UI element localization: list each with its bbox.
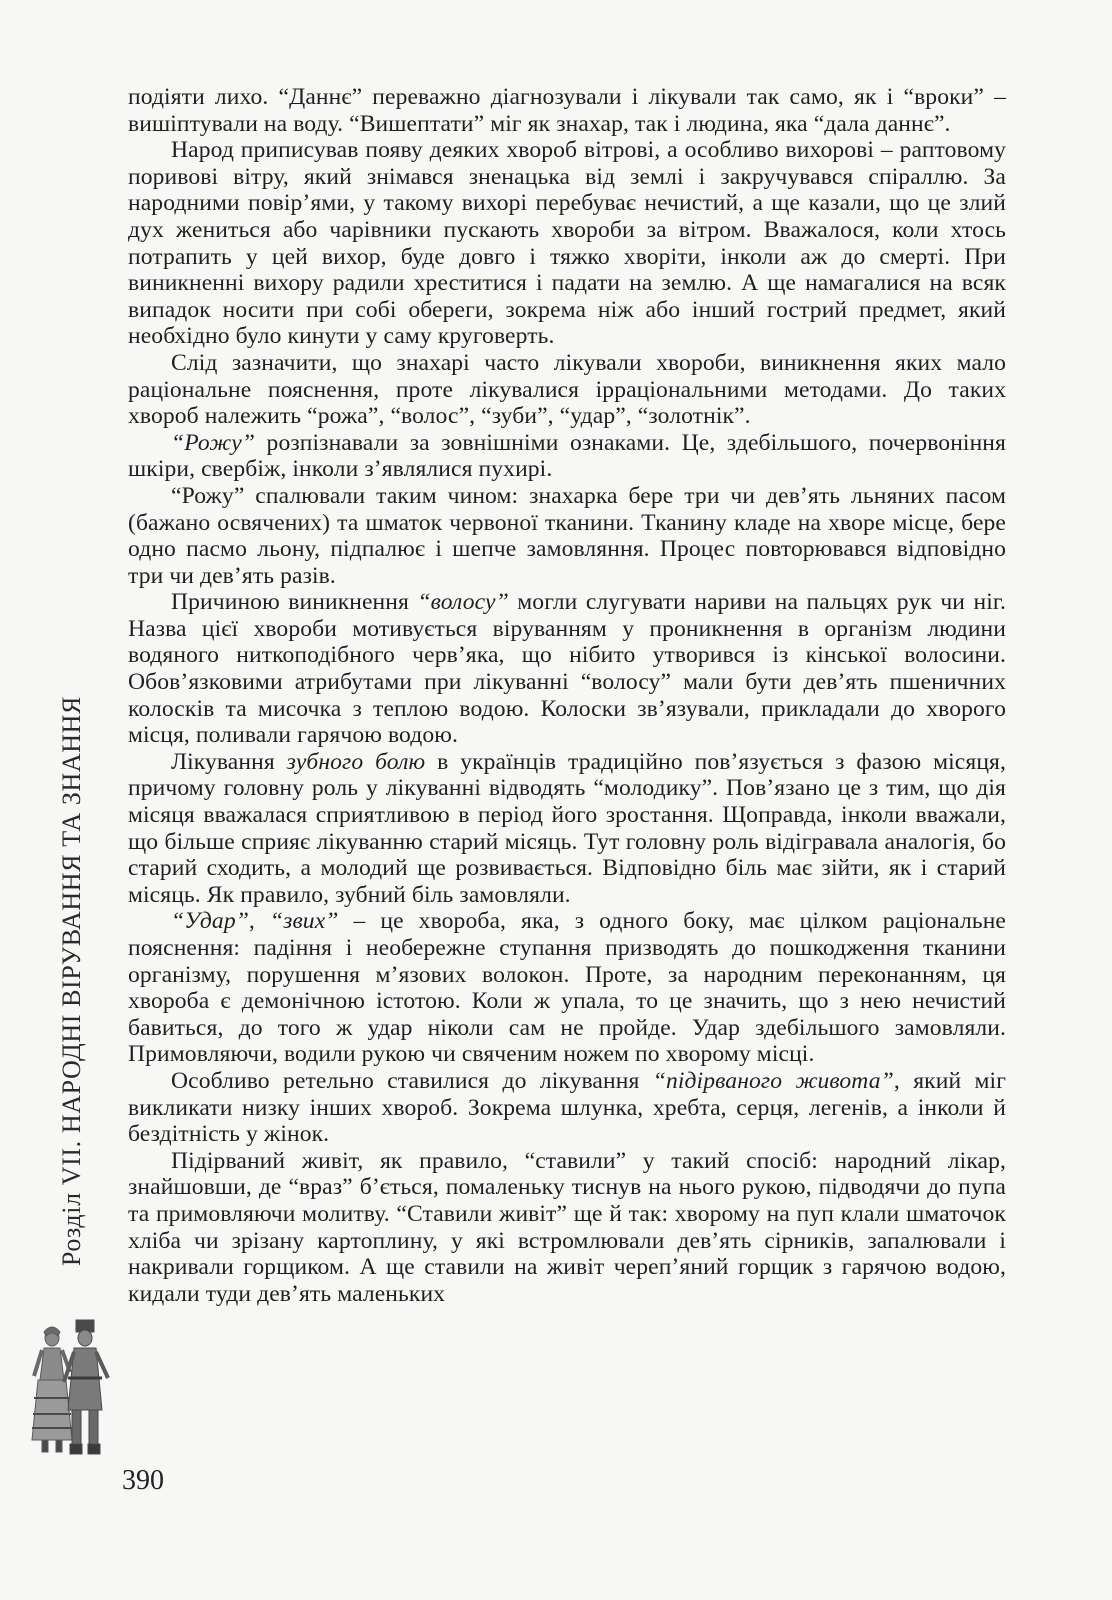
paragraph-10: Підірваний живіт, як правило, “ставили” у такий спосіб: народний лікар, знайшовши, де “враз” б’ється, помаленьку тиснув на нього рукою, підводячи до пупа та примовляючи молитву. “Ставили живіт” ще й так: хворому на пуп клали шматочок хліба чи зрізану картоплину, у які встромлювали дев’ять сірників, запалювали і накривали горщиком. А ще ставили на живіт череп’яний горщик з гарячою водою, кидали туди дев’ять маленьких xyxy=(128,1147,1006,1307)
term-udar-zvykh: “Удар”, “звих” xyxy=(171,908,339,935)
paragraph-5: “Рожу” спалювали таким чином: знахарка бере три чи дев’ять льняних пасом (бажано освячених) та шматок червоної тканини. Тканину кладе на хворе місце, бере одно пасмо льону, підпалює і шепче замовляння. Процес повторювався відповідно три чи дев’ять разів. xyxy=(128,482,1006,589)
page-number: 390 xyxy=(122,1465,164,1496)
term-pidirvanyi-zhyvit: “підірваного живота” xyxy=(652,1067,894,1094)
folk-couple-illustration xyxy=(22,1318,114,1458)
paragraph-8: “Удар”, “звих” – це хвороба, яка, з одного боку, має цілком раціональне пояснення: падіння і необережне ступання призводять до пошкодження тканини організму, порушення м’язових волокон. Проте, за народним переконанням, ця хвороба є демонічною істотою. Коли ж упала, то це значить, що з нею нечистий бавиться, до того ж удар ніколи сам не пройде. Удар здебільшого замовляли. Примовляючи, водили рукою чи свяченим ножем по хворому місці. xyxy=(128,908,1006,1068)
term-zubnyi-bil: зубного болю xyxy=(286,748,426,775)
paragraph-4: “Рожу” розпізнавали за зовнішніми ознаками. Це, здебільшого, почервоніння шкіри, свербіж, інколи з’являлися пухирі. xyxy=(128,429,1006,483)
paragraph-7: Лікування зубного болю в українців традиційно пов’язується з фазою місяця, причому головну роль у лікуванні відводять “молодику”. Пов’язано це з тим, що дія місяця вважалася сприятливою в період його зростання. Щоправда, інколи вважали, що більше сприяє лікуванню старий місяць. Тут головну роль відігравала аналогія, бо старий сходить, а молодий ще розвивається. Відповідно біль має зійти, як і старий місяць. Як правило, зубний біль замовляли. xyxy=(128,748,1006,908)
paragraph-6: Причиною виникнення “волосу” могли слугувати нариви на пальцях рук чи ніг. Назва цієї хвороби мотивується віруванням у проникнення в організм людини водяного ниткоподібного черв’яка, що нібито утворився із кінської волосини. Обов’язковими атрибутами при лікуванні “волосу” мали бути дев’ять пшеничних колосків та мисочка з теплою водою. Колоски зв’язували, прикладали до хворого місця, поливали гарячою водою. xyxy=(128,589,1006,749)
chapter-side-title: Розділ VII. НАРОДНІ ВІРУВАННЯ ТА ЗНАННЯ xyxy=(57,696,86,1266)
term-rozha: “Рожу” xyxy=(171,429,256,456)
paragraph-2: Народ приписував появу деяких хвороб вітрові, а особливо вихорові – раптовому поривові вітру, який знімався зненацька від землі і закручувався спіраллю. За народними повір’ями, у такому вихорі перебуває нечистий, а ще казали, що це злий дух жениться або чарівники пускають хвороби за вітром. Вважалося, коли хтось потрапить у цей вихор, буде довго і тяжко хворіти, інколи аж до смерті. При виникненні вихору радили хреститися і падати на землю. А ще намагалися на всяк випадок носити при собі обереги, зокрема ніж або інший гострий предмет, який необхідно було кинути у саму круговерть. xyxy=(128,137,1006,350)
paragraph-3: Слід зазначити, що знахарі часто лікували хвороби, виникнення яких мало раціональне пояснення, проте лікувалися ірраціональними методами. До таких хвороб належить “рожа”, “волос”, “зуби”, “удар”, “золотнік”. xyxy=(128,349,1006,430)
term-volos: “волосу” xyxy=(417,589,509,616)
main-text xyxy=(128,84,1006,1307)
paragraph-1: подіяти лихо. “Даннє” переважно діагнозували і лікували так само, як і “вроки” – вишіптували на воду. “Вишептати” міг як знахар, так і людина, яка “дала даннє”. xyxy=(128,84,1006,137)
paragraph-9: Особливо ретельно ставилися до лікування “підірваного живота”, який міг викликати низку інших хвороб. Зокрема шлунка, хребта, серця, легенів, а інколи й бездітність у жінок. xyxy=(128,1067,1006,1148)
